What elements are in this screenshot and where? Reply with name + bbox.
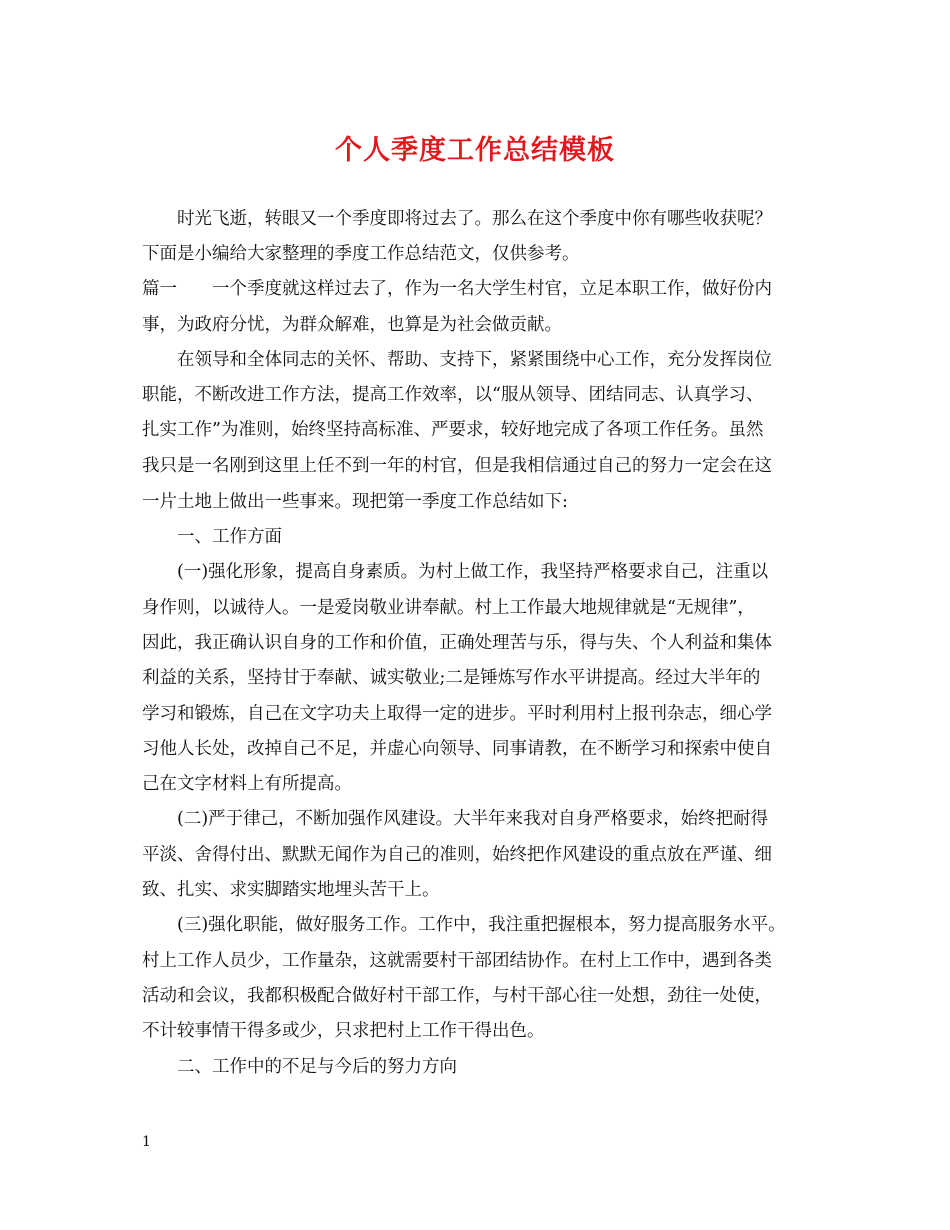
page-number: 1 [142, 1134, 151, 1150]
paragraph-line: 村上工作人员少，工作量杂，这就需要村干部团结协作。在村上工作中，遇到各类 [142, 951, 772, 971]
paragraph-line: (二)严于律己，不断加强作风建设。大半年来我对自身严格要求，始终把耐得 [177, 809, 769, 829]
document-title: 个人季度工作总结模板 [335, 135, 615, 166]
section-heading: 二、工作中的不足与今后的努力方向 [177, 1057, 457, 1077]
paragraph-line: 篇一 一个季度就这样过去了，作为一名大学生村官，立足本职工作，做好份内 [142, 279, 772, 299]
paragraph-line: 学习和锻炼，自己在文字功夫上取得一定的进步。平时利用村上报刊杂志，细心学 [142, 704, 772, 724]
paragraph-line: 因此，我正确认识自身的工作和价值，正确处理苦与乐，得与失、个人利益和集体 [142, 633, 772, 653]
paragraph-line: 事，为政府分忧，为群众解难，也算是为社会做贡献。 [142, 315, 562, 335]
paragraph-line: 活动和会议，我都积极配合做好村干部工作，与村干部心往一处想，劲往一处使， [142, 986, 772, 1006]
paragraph-line: 在领导和全体同志的关怀、帮助、支持下，紧紧围绕中心工作，充分发挥岗位 [177, 350, 772, 370]
paragraph-line: 致、扎实、求实脚踏实地埋头苦干上。 [142, 880, 440, 900]
section-heading: 一、工作方面 [177, 527, 282, 547]
paragraph-line: 职能，不断改进工作方法，提高工作效率，以“服从领导、团结同志、认真学习、 [142, 385, 764, 405]
paragraph-line: 一片土地上做出一些事来。现把第一季度工作总结如下: [142, 492, 568, 512]
paragraph-line: 平淡、舍得付出、默默无闻作为自己的准则，始终把作风建设的重点放在严谨、细 [142, 845, 772, 865]
paragraph-line: 身作则，以诚待人。一是爱岗敬业讲奉献。村上工作最大地规律就是“无规律”， [142, 598, 755, 618]
paragraph-line: 习他人长处，改掉自己不足，并虚心向领导、同事请教，在不断学习和探索中使自 [142, 739, 772, 759]
paragraph-line: 我只是一名刚到这里上任不到一年的村官，但是我相信通过自己的努力一定会在这 [142, 456, 772, 476]
paragraph-line: (一)强化形象，提高自身素质。为村上做工作，我坚持严格要求自己，注重以 [177, 562, 769, 582]
paragraph-line: 不计较事情干得多或少，只求把村上工作干得出色。 [142, 1021, 545, 1041]
paragraph-line: (三)强化职能，做好服务工作。工作中，我注重把握根本，努力提高服务水平。 [177, 915, 786, 935]
paragraph-line: 己在文字材料上有所提高。 [142, 774, 352, 794]
paragraph-line: 扎实工作”为准则，始终坚持高标准、严要求，较好地完成了各项工作任务。虽然 [142, 420, 764, 440]
paragraph-line: 利益的关系，坚持甘于奉献、诚实敬业;二是锤炼写作水平讲提高。经过大半年的 [142, 668, 761, 688]
paragraph-line: 时光飞逝，转眼又一个季度即将过去了。那么在这个季度中你有哪些收获呢？ [177, 209, 772, 229]
paragraph-line: 下面是小编给大家整理的季度工作总结范文，仅供参考。 [142, 244, 580, 264]
